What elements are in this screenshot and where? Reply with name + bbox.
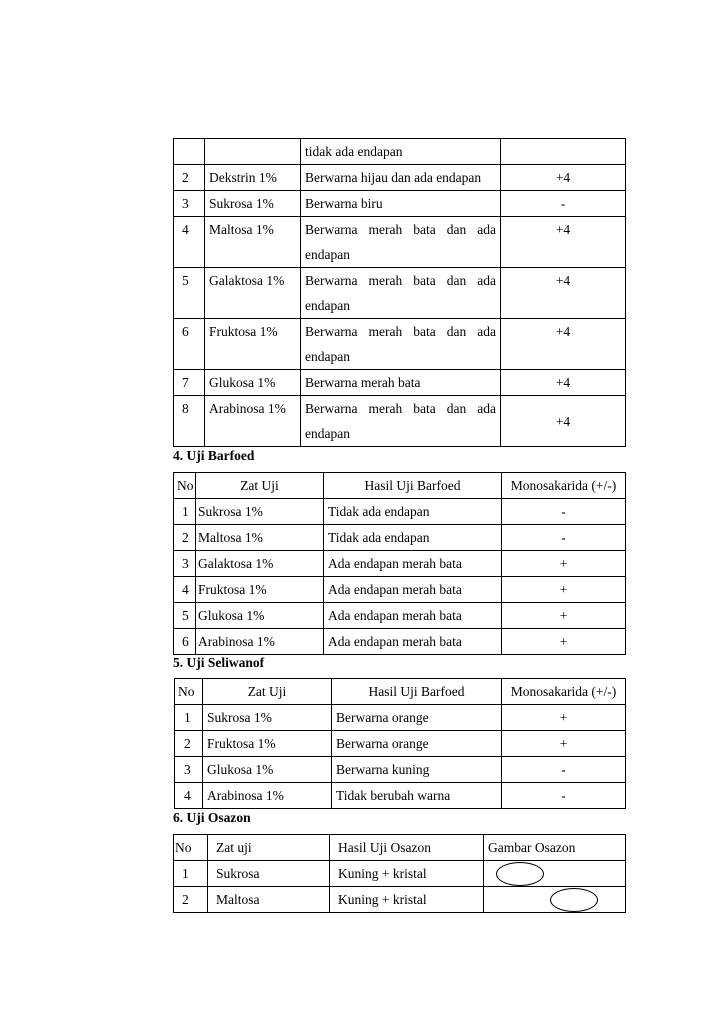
cell-hasil: tidak ada endapan xyxy=(301,139,501,165)
cell-zat: Arabinosa 1% xyxy=(205,396,301,447)
cell-no xyxy=(174,139,205,165)
table-row xyxy=(174,525,626,551)
table-row xyxy=(174,577,626,603)
table-row xyxy=(175,783,626,809)
sugar-test-table xyxy=(173,138,626,447)
cell-hasil: Tidak berubah warna xyxy=(332,783,502,809)
table-row xyxy=(174,887,626,913)
cell-zat: Sukrosa xyxy=(208,861,330,887)
cell-hasil: Berwarna orange xyxy=(332,731,502,757)
barfoed-table xyxy=(173,472,626,655)
cell-no: 5 xyxy=(174,603,196,629)
cell-nilai: +4 xyxy=(501,319,626,370)
cell-no: 1 xyxy=(175,705,203,731)
cell-zat: Galaktosa 1% xyxy=(205,268,301,319)
table-row xyxy=(174,370,626,396)
cell-no: 7 xyxy=(174,370,205,396)
table-row xyxy=(174,165,626,191)
table-row xyxy=(175,731,626,757)
cell-no: 6 xyxy=(174,319,205,370)
cell-no: 6 xyxy=(174,629,196,655)
header-zat: Zat uji xyxy=(208,835,330,861)
table-row xyxy=(174,499,626,525)
table-header-row xyxy=(174,473,626,499)
cell-hasil: Berwarna orange xyxy=(332,705,502,731)
header-zat: Zat Uji xyxy=(196,473,324,499)
cell-no: 2 xyxy=(174,887,208,913)
table-row xyxy=(174,396,626,447)
cell-no: 3 xyxy=(174,551,196,577)
cell-nilai: - xyxy=(502,783,626,809)
cell-gambar xyxy=(484,861,626,887)
cell-hasil: Berwarna biru xyxy=(301,191,501,217)
cell-hasil: Berwarna kuning xyxy=(332,757,502,783)
header-nilai: Monosakarida (+/-) xyxy=(502,679,626,705)
osazon-crystal-drawing-icon xyxy=(550,888,598,912)
cell-hasil: Kuning + kristal xyxy=(330,861,484,887)
cell-hasil: Berwarna merah bata dan ada endapan xyxy=(301,396,501,447)
table-row xyxy=(174,217,626,268)
cell-zat: Glukosa 1% xyxy=(203,757,332,783)
cell-hasil: Berwarna merah bata dan ada endapan xyxy=(301,217,501,268)
cell-hasil: Berwarna hijau dan ada endapan xyxy=(301,165,501,191)
table-row xyxy=(174,139,626,165)
table-row xyxy=(175,757,626,783)
cell-no: 4 xyxy=(174,217,205,268)
cell-no: 8 xyxy=(174,396,205,447)
cell-no: 1 xyxy=(174,499,196,525)
cell-hasil: Berwarna merah bata dan ada endapan xyxy=(301,319,501,370)
header-no: No xyxy=(174,835,208,861)
cell-hasil: Tidak ada endapan xyxy=(324,499,502,525)
cell-nilai: + xyxy=(502,629,626,655)
cell-zat: Galaktosa 1% xyxy=(196,551,324,577)
cell-nilai: + xyxy=(502,551,626,577)
cell-nilai: + xyxy=(502,603,626,629)
cell-no: 2 xyxy=(174,165,205,191)
cell-zat xyxy=(205,139,301,165)
cell-nilai: + xyxy=(502,577,626,603)
section-heading-osazon: 6. Uji Osazon xyxy=(173,810,251,825)
cell-hasil: Tidak ada endapan xyxy=(324,525,502,551)
cell-no: 3 xyxy=(174,191,205,217)
table-row xyxy=(174,319,626,370)
header-hasil: Hasil Uji Barfoed xyxy=(324,473,502,499)
cell-no: 4 xyxy=(174,577,196,603)
cell-zat: Glukosa 1% xyxy=(205,370,301,396)
cell-nilai: +4 xyxy=(501,165,626,191)
cell-zat: Maltosa xyxy=(208,887,330,913)
cell-hasil: Berwarna merah bata dan ada endapan xyxy=(301,268,501,319)
cell-zat: Dekstrin 1% xyxy=(205,165,301,191)
osazon-table xyxy=(173,834,626,913)
cell-zat: Fruktosa 1% xyxy=(205,319,301,370)
cell-zat: Arabinosa 1% xyxy=(196,629,324,655)
section-heading-seliwanof: 5. Uji Seliwanof xyxy=(173,655,265,670)
cell-nilai: +4 xyxy=(501,396,626,447)
header-hasil: Hasil Uji Barfoed xyxy=(332,679,502,705)
header-gambar: Gambar Osazon xyxy=(484,835,626,861)
cell-hasil: Ada endapan merah bata xyxy=(324,551,502,577)
header-zat: Zat Uji xyxy=(203,679,332,705)
cell-no: 5 xyxy=(174,268,205,319)
table-row xyxy=(175,705,626,731)
cell-nilai: +4 xyxy=(501,268,626,319)
table-header-row xyxy=(175,679,626,705)
cell-hasil: Ada endapan merah bata xyxy=(324,603,502,629)
table-row xyxy=(174,861,626,887)
table-row xyxy=(174,268,626,319)
cell-nilai: - xyxy=(502,525,626,551)
header-hasil: Hasil Uji Osazon xyxy=(330,835,484,861)
cell-nilai: - xyxy=(502,757,626,783)
cell-hasil: Ada endapan merah bata xyxy=(324,629,502,655)
cell-zat: Fruktosa 1% xyxy=(203,731,332,757)
cell-no: 3 xyxy=(175,757,203,783)
cell-nilai: - xyxy=(501,191,626,217)
section-heading-barfoed: 4. Uji Barfoed xyxy=(173,448,255,463)
cell-nilai xyxy=(501,139,626,165)
osazon-crystal-drawing-icon xyxy=(496,862,544,886)
cell-no: 2 xyxy=(174,525,196,551)
cell-zat: Sukrosa 1% xyxy=(205,191,301,217)
cell-hasil: Berwarna merah bata xyxy=(301,370,501,396)
table-row xyxy=(174,191,626,217)
cell-zat: Glukosa 1% xyxy=(196,603,324,629)
header-nilai: Monosakarida (+/-) xyxy=(502,473,626,499)
cell-zat: Maltosa 1% xyxy=(205,217,301,268)
cell-nilai: + xyxy=(502,705,626,731)
cell-nilai: - xyxy=(502,499,626,525)
cell-hasil: Ada endapan merah bata xyxy=(324,577,502,603)
seliwanof-table xyxy=(174,678,626,809)
cell-hasil: Kuning + kristal xyxy=(330,887,484,913)
cell-nilai: +4 xyxy=(501,217,626,268)
cell-no: 2 xyxy=(175,731,203,757)
table-row xyxy=(174,629,626,655)
cell-gambar xyxy=(484,887,626,913)
cell-zat: Sukrosa 1% xyxy=(203,705,332,731)
table-row xyxy=(174,551,626,577)
cell-zat: Maltosa 1% xyxy=(196,525,324,551)
cell-no: 1 xyxy=(174,861,208,887)
header-no: No xyxy=(174,473,196,499)
header-no: No xyxy=(175,679,203,705)
cell-zat: Sukrosa 1% xyxy=(196,499,324,525)
table-header-row xyxy=(174,835,626,861)
cell-zat: Fruktosa 1% xyxy=(196,577,324,603)
cell-no: 4 xyxy=(175,783,203,809)
cell-nilai: +4 xyxy=(501,370,626,396)
cell-zat: Arabinosa 1% xyxy=(203,783,332,809)
cell-nilai: + xyxy=(502,731,626,757)
table-row xyxy=(174,603,626,629)
